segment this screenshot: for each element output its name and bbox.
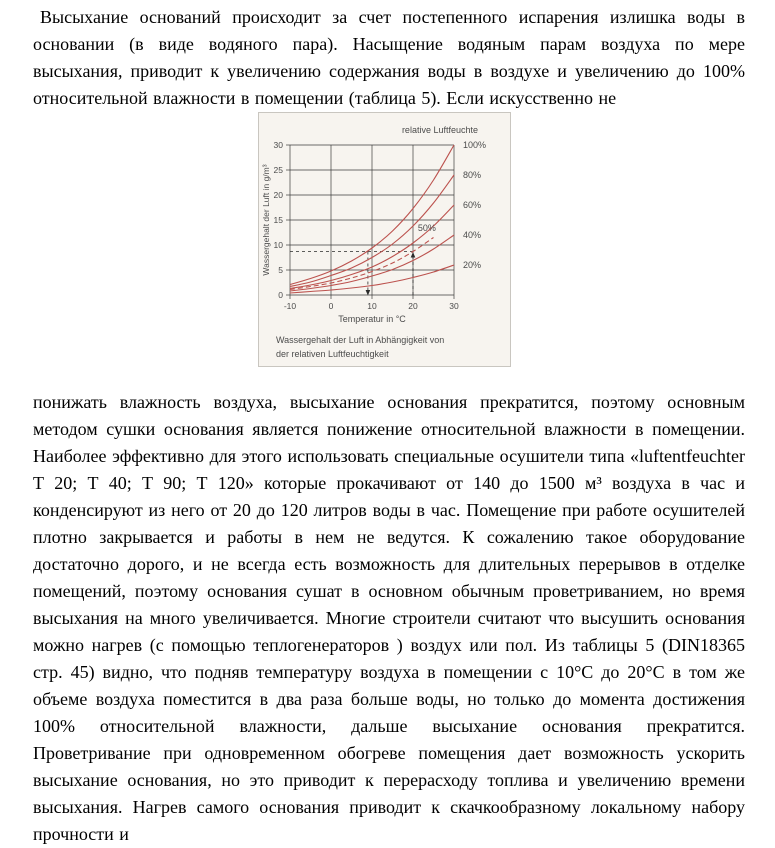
svg-text:5: 5 — [278, 265, 283, 275]
svg-text:Wassergehalt der Luft in Abhän: Wassergehalt der Luft in Abhängigkeit von — [276, 335, 445, 345]
svg-text:80%: 80% — [463, 170, 482, 180]
svg-text:10: 10 — [273, 240, 283, 250]
svg-text:30: 30 — [449, 301, 459, 311]
svg-text:40%: 40% — [463, 230, 482, 240]
svg-text:60%: 60% — [463, 200, 482, 210]
paragraph-drying-methods: понижать влажность воздуха, высыхание основания прекратится, поэтому основным методом сушки основания является понижение относительной влажности в помещении. Наиболее эффективно для этого использовать специальные осушители типа «luftentfeuchter Т 20; Т 40; Т 90; Т 120» которые прокачивают от 140 до 1500 м³ воздуха в час и конденсируют из него от 20 до 120 литров воды в час. Помещение при работе осушителей плотно закрывается и работы в нем не ведутся. К сожалению такое оборудование достаточно дорого, и не всегда есть возможность для длительных перерывов в отделке помещений, поэтому основания сушат в основном обычным проветриванием, но время высыхания на много увеличивается. Многие строители считают что высушить основания можно нагрев (с помощью теплогенераторов ) воздух или пол. Из таблицы 5 (DIN18365 стр. 45) видно, что подняв температуру воздуха в помещении с 10°С до 20°С в том же объеме воздуха поместится в два раза больше воды, но только до момента достижения 100% относительной влажности, дальше высыхание основания прекратится. Проветривание при одновременном обогреве помещения дает возможность ускорить высыхание основания, но это приводит к перерасходу топлива и увеличению времени высыхания. Нагрев самого основания приводит к скачкообразному локальному набору прочности и — [33, 392, 745, 844]
svg-text:Wassergehalt der Luft in g/m³: Wassergehalt der Luft in g/m³ — [261, 164, 271, 276]
paragraph-drying-intro: Высыхание оснований происходит за счет постепенного испарения излишка воды в основании (в виде водяного пара). Насыщение водяным парам воздуха по мере высыхания, приводит к увеличению содержания воды в воздухе и увеличению до 100% относительной влажности в помещении (таблица 5). Если искусственно не — [33, 7, 745, 108]
svg-text:0: 0 — [328, 301, 334, 311]
svg-text:50%: 50% — [417, 223, 436, 233]
svg-text:30: 30 — [273, 140, 283, 150]
humidity-chart — [258, 112, 511, 367]
svg-text:relative Luftfeuchte: relative Luftfeuchte — [401, 125, 478, 135]
svg-text:10: 10 — [367, 301, 377, 311]
svg-text:20: 20 — [408, 301, 418, 311]
svg-text:100%: 100% — [463, 140, 487, 150]
svg-text:der relativen Luftfeuchtigkeit: der relativen Luftfeuchtigkeit — [276, 349, 389, 359]
svg-text:Temperatur in °C: Temperatur in °C — [338, 314, 406, 324]
svg-text:-10: -10 — [283, 301, 297, 311]
svg-text:20%: 20% — [463, 260, 482, 270]
humidity-chart-figure — [258, 112, 511, 367]
svg-text:20: 20 — [273, 190, 283, 200]
svg-text:25: 25 — [273, 165, 283, 175]
svg-text:0: 0 — [278, 290, 283, 300]
svg-text:15: 15 — [273, 215, 283, 225]
